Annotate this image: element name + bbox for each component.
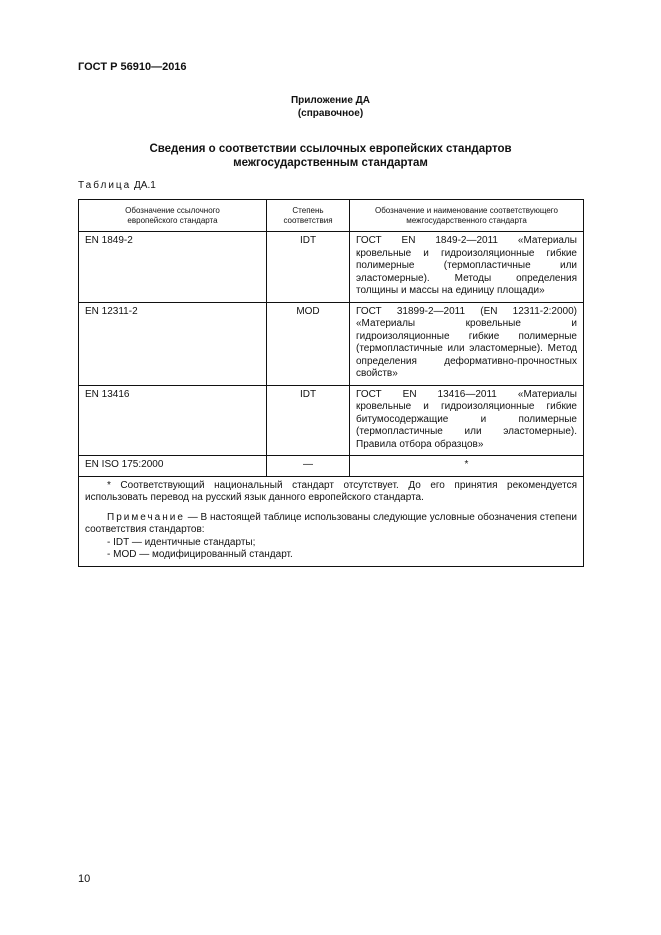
- note-item-idt: - IDT — идентичные стандарты;: [107, 536, 256, 548]
- table-row: [79, 232, 584, 303]
- reference-code-cell: EN ISO 175:2000: [79, 456, 267, 477]
- degree-cell: MOD: [267, 302, 350, 385]
- header-degree: [267, 200, 350, 232]
- section-heading: [0, 142, 661, 170]
- reference-code-cell: EN 1849-2: [79, 232, 267, 303]
- page-number: 10: [78, 873, 91, 885]
- table-label: [78, 180, 156, 191]
- header-degree-line-1: Степень: [292, 205, 324, 215]
- annex-status: (справочное): [297, 108, 364, 119]
- reference-code-cell: EN 13416: [79, 385, 267, 456]
- header-reference-code: [79, 200, 267, 232]
- table-row: [79, 302, 584, 385]
- interstate-standard-cell: ГОСТ EN 13416—2011 «Материалы кровельные и гидроизоляционные гибкие битумосодержащие и полимерные (термопластичные или эластомерные). Правила отбора образцов»: [350, 385, 584, 456]
- footnote-text: * Соответствующий национальный стандарт отсутствует. До его принятия рекомендуется использовать перевод на русский язык данного европейского стандарта.: [85, 479, 577, 503]
- note-item-mod: - MOD — модифицированный стандарт.: [107, 549, 293, 560]
- degree-cell: —: [267, 456, 350, 477]
- heading-line-2: межгосударственным стандартам: [233, 157, 428, 169]
- note-paragraph: [85, 512, 577, 537]
- table-footnote: [79, 476, 584, 566]
- interstate-standard-cell: ГОСТ 31899-2—2011 (EN 12311-2:2000) «Материалы кровельные и гидроизоляционные гибкие полимерные (термопластичные или эластомерные). Метод определения деформативно-прочностных свойств»: [350, 302, 584, 385]
- header-code-line-2: европейского стандарта: [127, 215, 218, 225]
- interstate-standard-cell: ГОСТ EN 1849-2—2011 «Материалы кровельные и гидроизоляционные гибкие полимерные (термопластичные или эластомерные). Методы определения толщины и массы на единицу площади»: [350, 232, 584, 303]
- header-desc-line-1: Обозначение и наименование соответствующего: [375, 205, 558, 215]
- table-footnote-row: [79, 476, 584, 566]
- note-text: — В настоящей таблице использованы следующие условные обозначения степени соответствия стандартов:: [85, 511, 577, 535]
- table-row: [79, 456, 584, 477]
- document-code: ГОСТ Р 56910—2016: [78, 61, 187, 73]
- annex-name: Приложение ДА: [290, 95, 371, 106]
- header-degree-line-2: соответствия: [283, 215, 333, 225]
- header-code-line-1: Обозначение ссылочного: [125, 205, 220, 215]
- table-label-number: ДА.1: [134, 180, 156, 191]
- header-desc-line-2: межгосударственного стандарта: [406, 215, 527, 225]
- header-interstate-standard: [350, 200, 584, 232]
- correspondence-table: [78, 199, 584, 567]
- interstate-standard-cell: *: [350, 456, 584, 477]
- table-row: [79, 385, 584, 456]
- reference-code-cell: EN 12311-2: [79, 302, 267, 385]
- note-label: Примечание: [107, 511, 185, 523]
- table-header-row: [79, 200, 584, 232]
- degree-cell: IDT: [267, 232, 350, 303]
- degree-cell: IDT: [267, 385, 350, 456]
- table-label-word: Таблица: [78, 180, 132, 191]
- heading-line-1: Сведения о соответствии ссылочных европейских стандартов: [149, 143, 512, 155]
- annex-title: [0, 94, 661, 120]
